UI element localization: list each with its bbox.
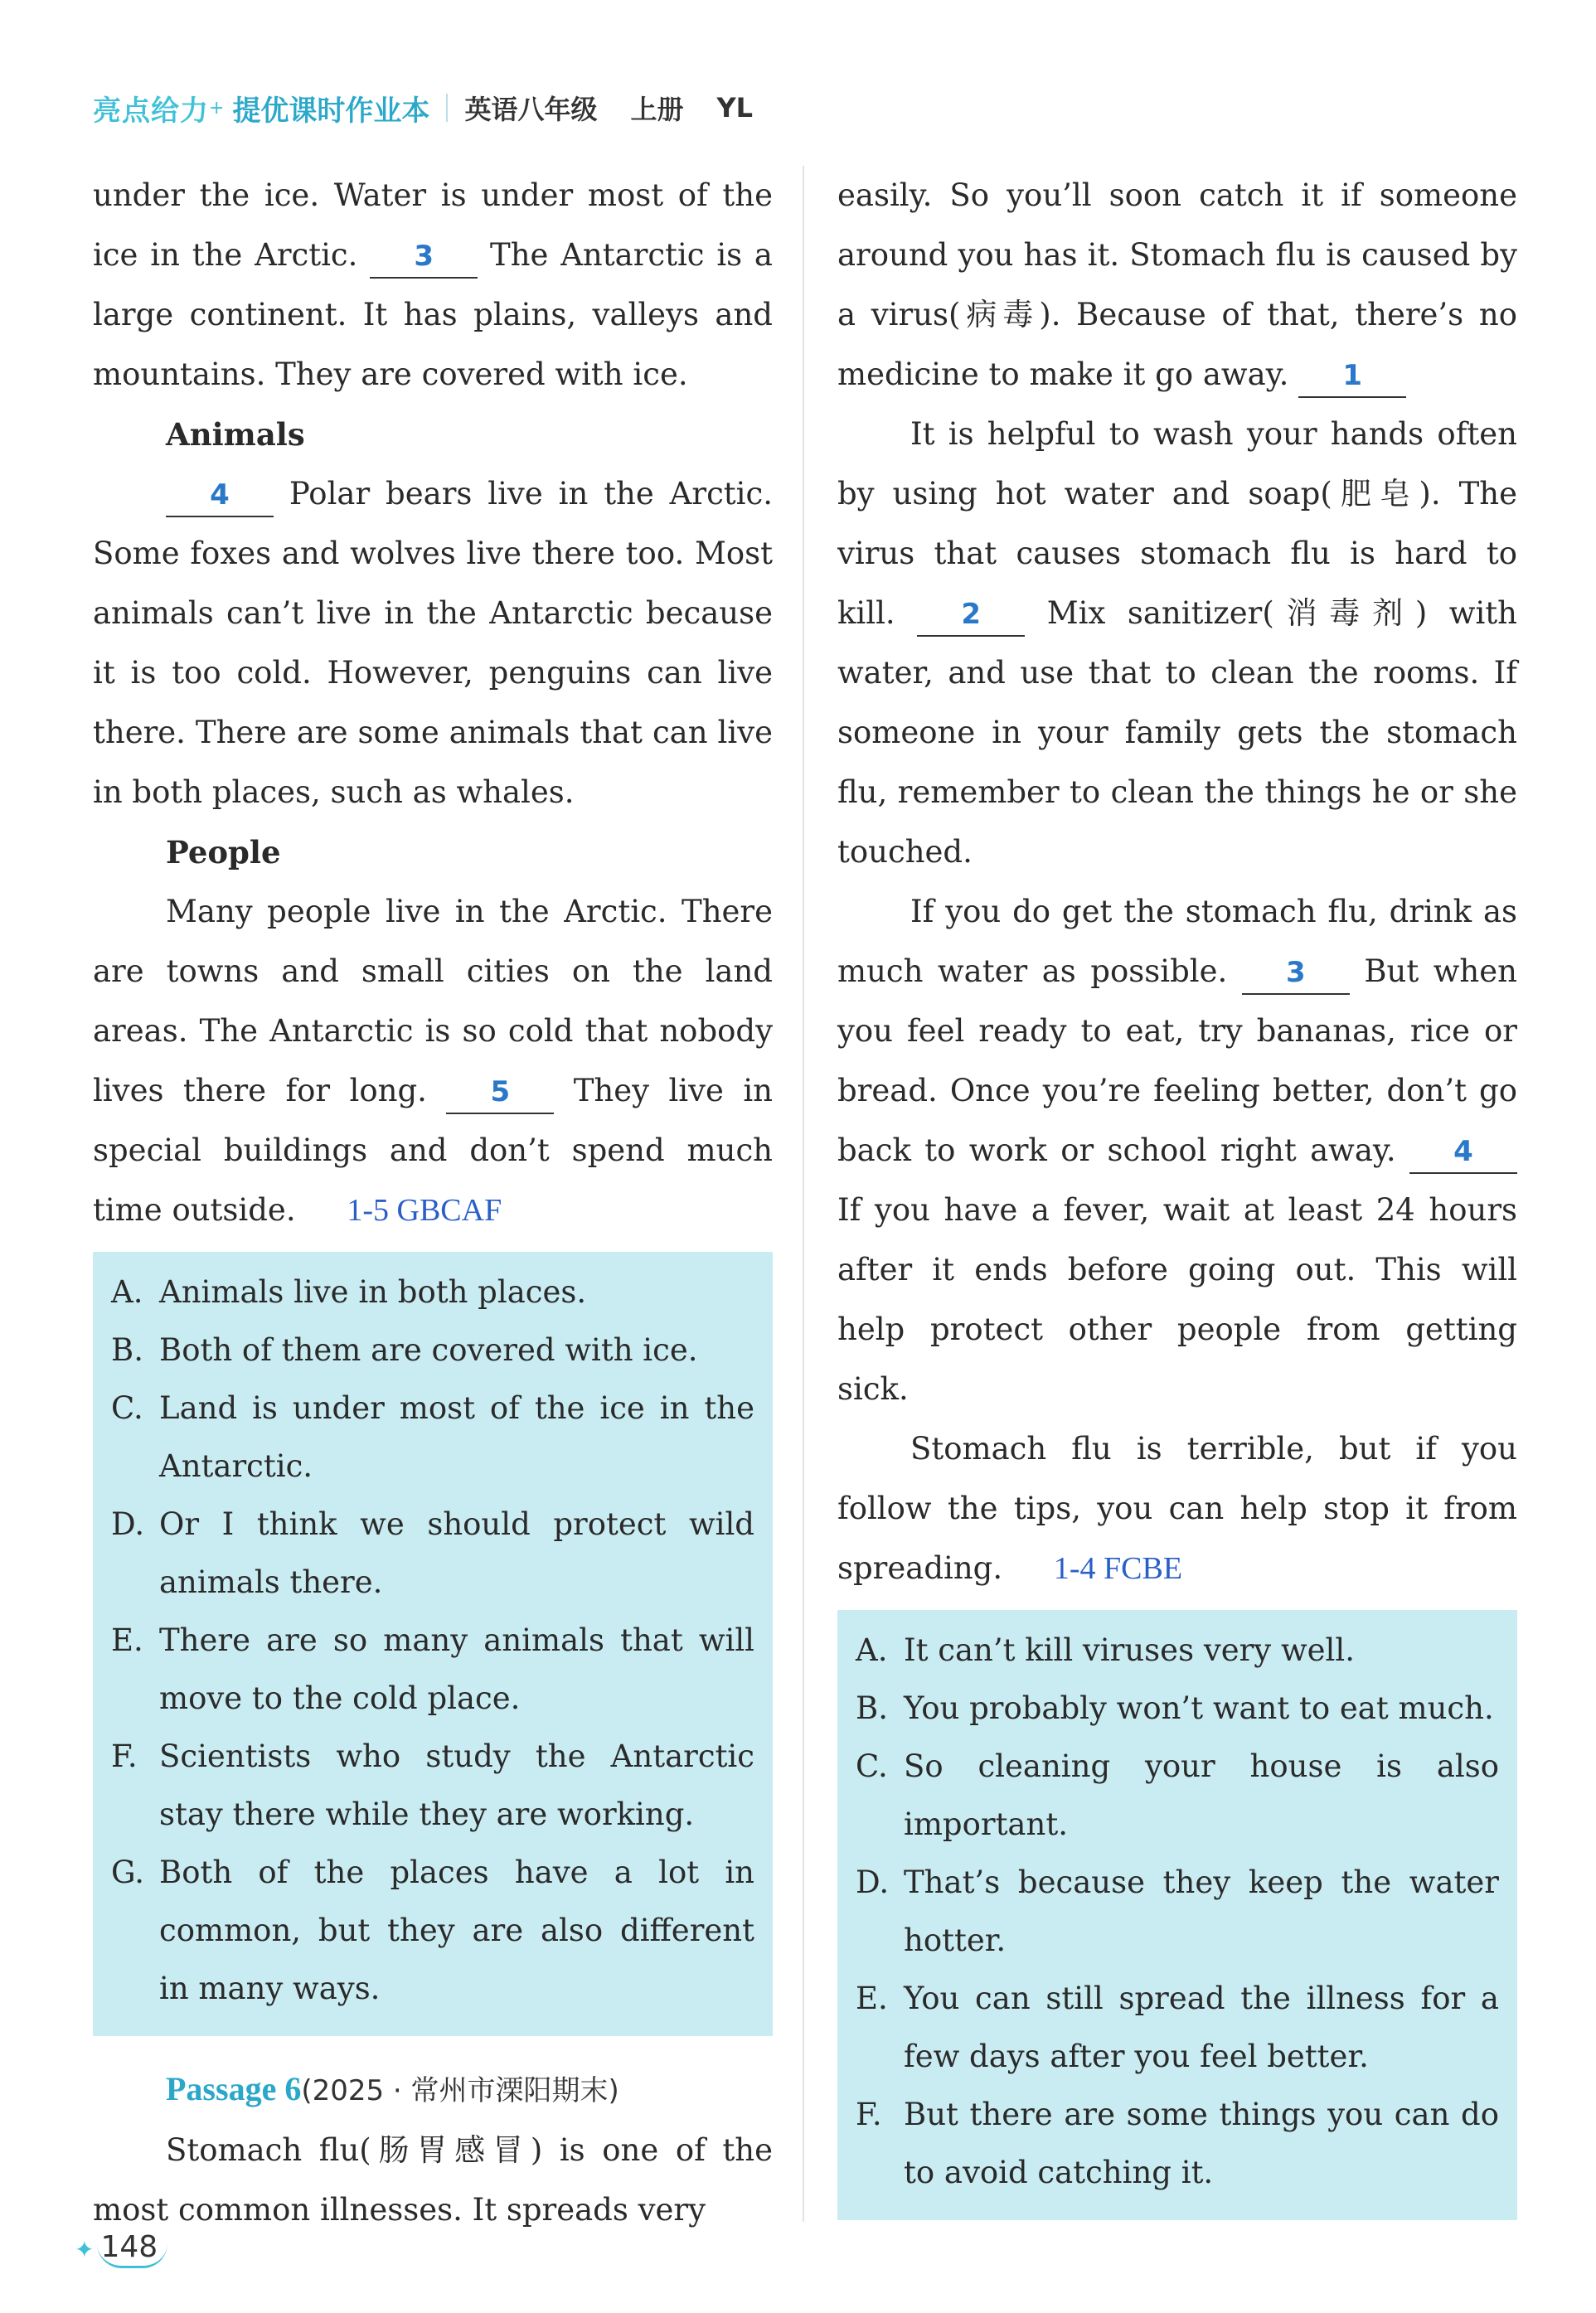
page-number: 148 (97, 2230, 167, 2268)
option-item (856, 2086, 1499, 2202)
option-letter: E. (111, 1622, 143, 1658)
option-text: Land is under most of the ice in the Antarctic. (159, 1390, 754, 1484)
brand-logo: 亮点给力 (93, 94, 209, 128)
paragraph: Stomach flu(肠胃感冒) is one of the most common illnesses. It spreads very (93, 2132, 773, 2228)
passage-title (93, 2059, 773, 2121)
option-item (111, 1321, 754, 1380)
text: It is helpful to wash your hands often by using hot water and soap(肥皂). The virus that causes stomach flu is hard to kill. (837, 416, 1517, 631)
option-text: Both of the places have a lot in common, but they are also different in many ways. (159, 1855, 754, 2006)
options-box (93, 1252, 773, 2036)
option-text: You probably won’t want to eat much. (904, 1690, 1494, 1726)
option-item (111, 1844, 754, 2018)
answer-blank (1242, 951, 1350, 995)
volume-label: 上册 (630, 94, 684, 125)
option-text: You can still spread the illness for a few days after you feel better. (904, 1981, 1499, 2074)
page-header (93, 83, 753, 133)
text: If you do get the stomach flu, drink as much water as possible. (837, 894, 1517, 989)
answer-blank (1409, 1130, 1517, 1174)
text: easily. So you’ll soon catch it if someone around you has it. Stomach flu is caused by a virus(病毒). Because of that, there’s no medicine to make it go away. (837, 177, 1517, 392)
option-letter: G. (111, 1855, 144, 1890)
answer-blank (1298, 354, 1406, 398)
text: Polar bears live in the Arctic. Some foxes and wolves live there too. Most animals can’t live in the Antarctic because it is too cold. However, penguins can live there. There are some animals that can live in both places, such as whales. (93, 476, 773, 810)
options-box (837, 1610, 1517, 2220)
series-title: 提优课时作业本 (232, 94, 430, 128)
option-text: Animals live in both places. (159, 1274, 587, 1310)
option-letter: F. (111, 1738, 138, 1774)
subject-title: 英语八年级 (464, 94, 598, 125)
text: They live in special buildings and don’t spend much time outside. (93, 1073, 774, 1228)
version-label: YL (716, 92, 754, 124)
blank-number: 2 (961, 598, 982, 631)
left-column (93, 166, 773, 2240)
option-text: That’s because they keep the water hotter. (904, 1864, 1499, 1958)
section-heading: Animals (166, 416, 305, 453)
blank-number: 4 (1453, 1135, 1473, 1168)
paragraph (93, 166, 773, 405)
blank-number: 3 (414, 240, 434, 273)
answer-blank (446, 1070, 554, 1114)
option-item (111, 1728, 754, 1844)
option-letter: E. (856, 1981, 888, 2016)
option-item (111, 1380, 754, 1496)
paragraph (837, 882, 1517, 1419)
option-text: It can’t kill viruses very well. (904, 1632, 1355, 1668)
text: If you have a fever, wait at least 24 hours after it ends before going out. This will help protect other people from getting sick. (837, 1192, 1517, 1407)
page-footer (75, 2230, 167, 2268)
blank-number: 1 (1342, 359, 1362, 392)
paragraph (93, 464, 773, 822)
option-text: But there are some things you can do to avoid catching it. (904, 2097, 1499, 2190)
text: Many people live in the Arctic. There are towns and small cities on the land areas. The Antarctic is so cold that nobody lives there for long. (93, 894, 773, 1108)
option-letter: B. (111, 1332, 143, 1368)
option-text: So cleaning your house is also important. (904, 1748, 1499, 1842)
column-divider (803, 166, 804, 2222)
right-column (837, 166, 1517, 2220)
passage-source: (2025 · 常州市溧阳期末) (301, 2074, 619, 2107)
blank-number: 4 (210, 478, 230, 512)
option-item (111, 1496, 754, 1612)
text: Stomach flu is terrible, but if you follow the tips, you can help stop it from spreading. (837, 1431, 1517, 1586)
text: But when you feel ready to eat, try bananas, rice or bread. Once you’re feeling better, don’t go back to work or school right away. (837, 953, 1517, 1168)
header-divider (446, 94, 448, 122)
answer-blank (370, 235, 478, 279)
answer-key: 1-4 FCBE (1053, 1551, 1183, 1586)
option-letter: C. (856, 1748, 888, 1784)
star-icon: ✦ (75, 2235, 95, 2263)
option-text: There are so many animals that will move to the cold place. (159, 1622, 754, 1716)
option-letter: C. (111, 1390, 143, 1426)
option-text: Both of them are covered with ice. (159, 1332, 698, 1368)
plus-icon: + (209, 97, 225, 119)
text: The Antarctic is a large continent. It has plains, valleys and mountains. They are covered with ice. (93, 237, 773, 392)
option-item (856, 1854, 1499, 1970)
text: Mix sanitizer(消毒剂) with water, and use that to clean the rooms. If someone in your family gets the stomach flu, remember to clean the things he or she touched. (837, 595, 1518, 870)
option-letter: F. (856, 2097, 882, 2132)
answer-key: 1-5 GBCAF (347, 1193, 502, 1228)
option-letter: A. (856, 1632, 888, 1668)
blank-number: 5 (490, 1075, 511, 1108)
paragraph (837, 166, 1517, 405)
option-item (856, 1622, 1499, 1680)
paragraph (93, 882, 773, 1240)
answer-blank (917, 593, 1025, 637)
option-item (111, 1263, 754, 1321)
answer-blank (166, 473, 274, 517)
text: under the ice. Water is under most of the ice in the Arctic. (93, 177, 773, 273)
section-heading: People (166, 834, 281, 870)
option-item (856, 1970, 1499, 2086)
option-letter: B. (856, 1690, 888, 1726)
option-item (111, 1612, 754, 1728)
blank-number: 3 (1285, 956, 1306, 989)
option-letter: D. (111, 1506, 145, 1542)
passage-label: Passage 6 (166, 2070, 302, 2107)
option-letter: A. (111, 1274, 143, 1310)
paragraph (837, 405, 1517, 882)
option-item (856, 1738, 1499, 1854)
option-text: Or I think we should protect wild animals there. (159, 1506, 754, 1600)
option-text: Scientists who study the Antarctic stay there while they are working. (159, 1738, 754, 1832)
option-item (856, 1680, 1499, 1738)
paragraph (837, 1419, 1517, 1598)
option-letter: D. (856, 1864, 890, 1900)
